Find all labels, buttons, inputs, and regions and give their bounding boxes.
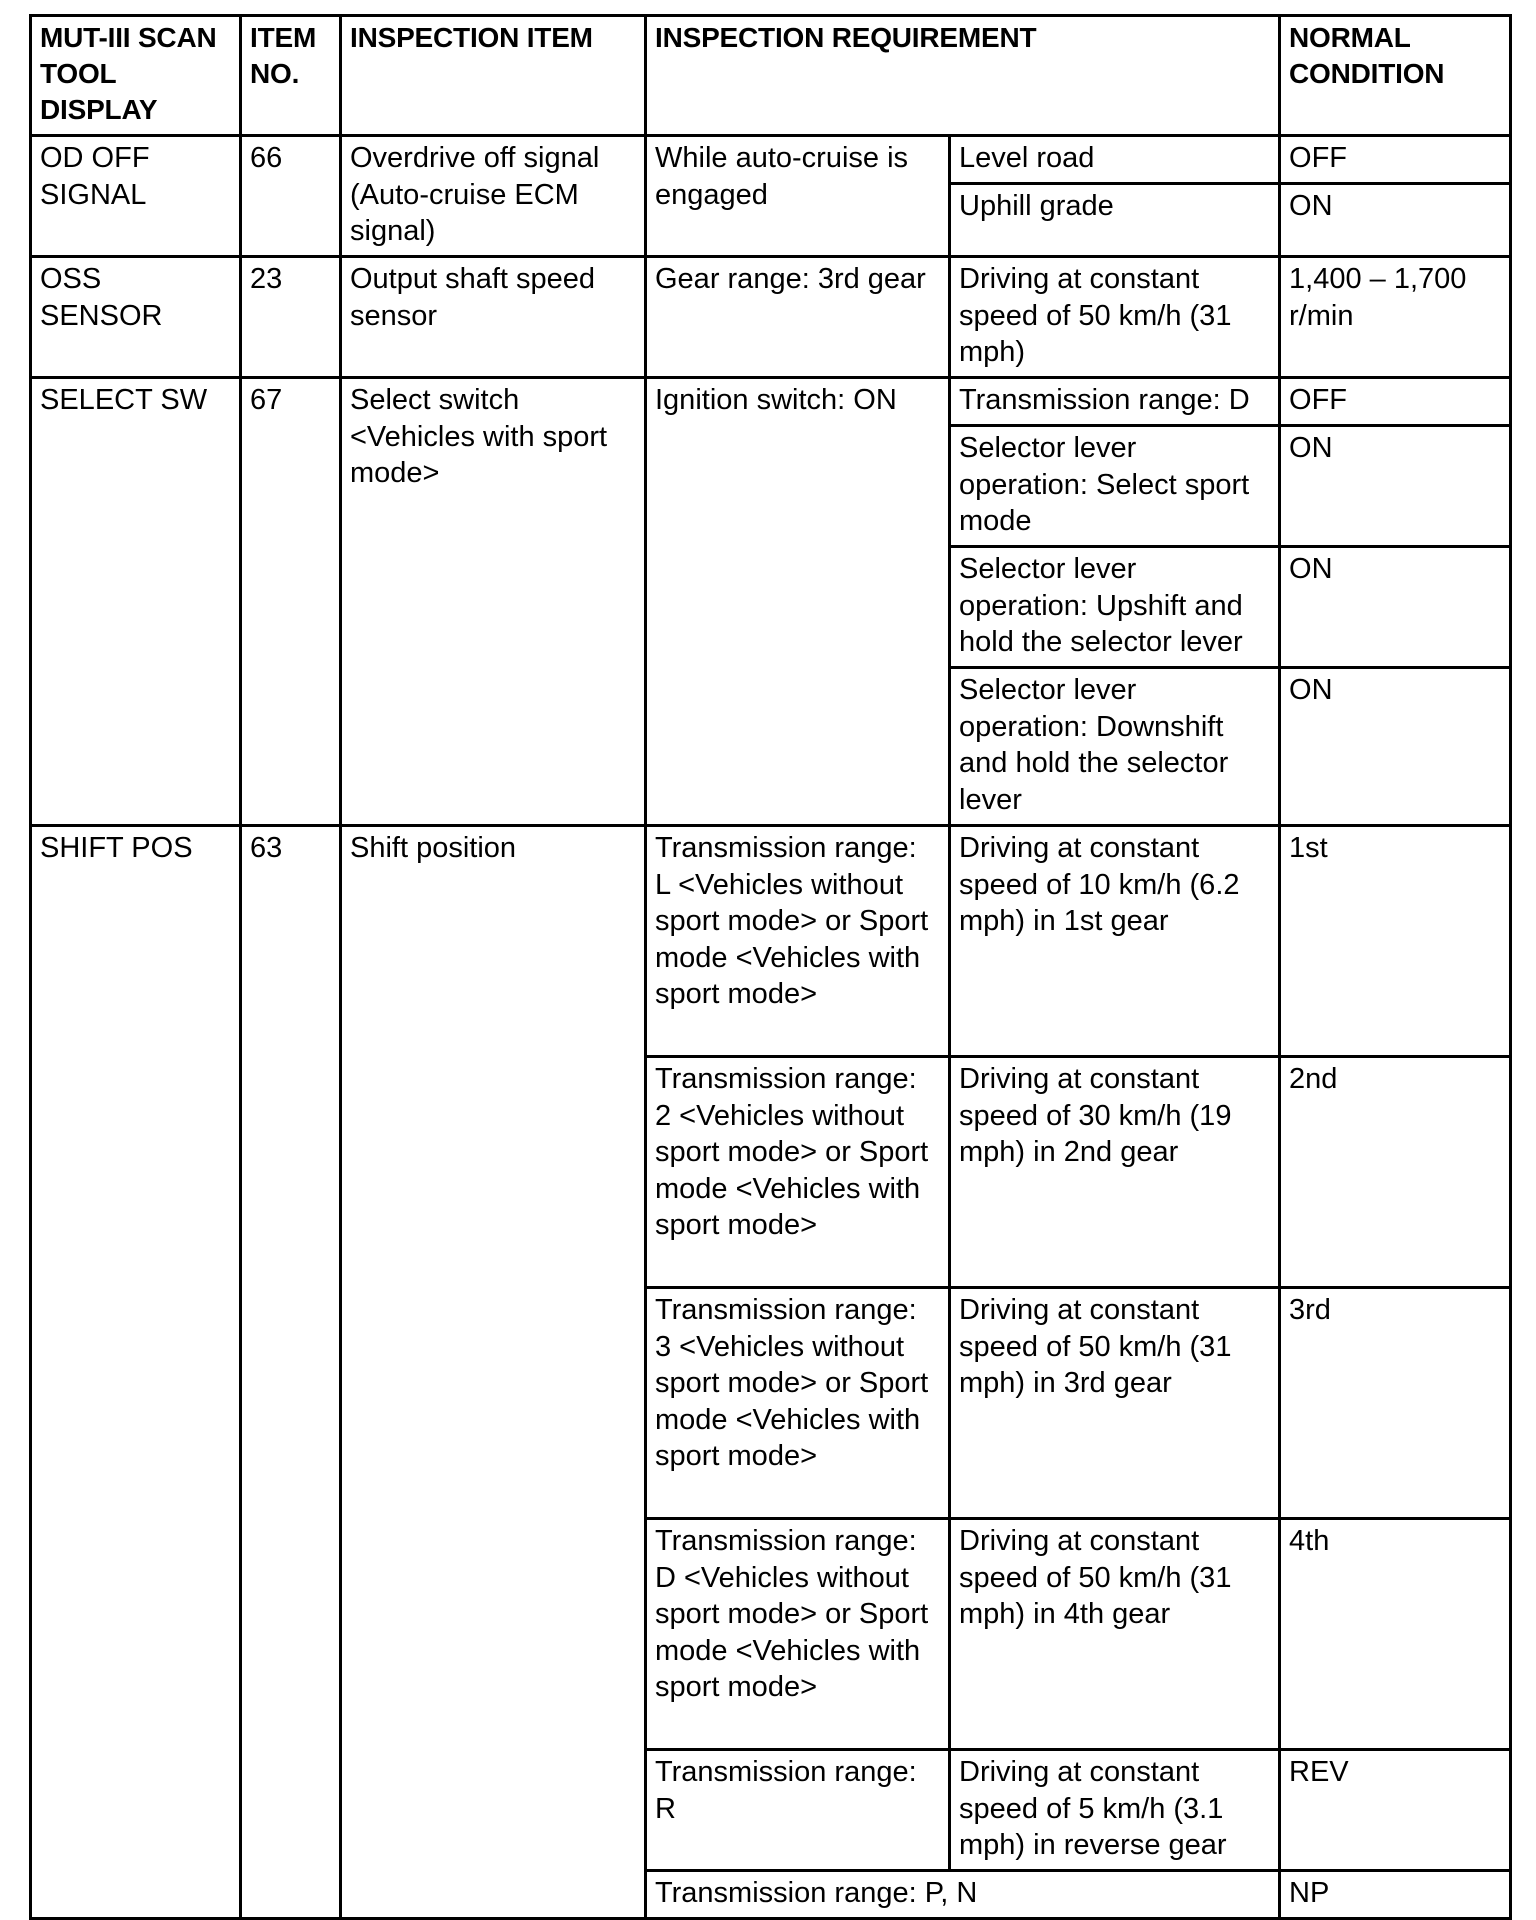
od-off-item: Overdrive off signal (Auto-cruise ECM signal)	[341, 136, 646, 257]
inspection-table-page	[29, 14, 1509, 1920]
shift-pos-display: SHIFT POS	[31, 826, 241, 1919]
shift-pos-normal-2: 2nd	[1280, 1057, 1511, 1288]
select-sw-normal-1: OFF	[1280, 378, 1511, 426]
select-sw-condition-4: Selector lever operation: Downshift and hold the selector lever	[950, 668, 1280, 826]
oss-requirement: Gear range: 3rd gear	[646, 257, 950, 378]
oss-item-no: 23	[241, 257, 341, 378]
table-row	[31, 136, 1511, 184]
shift-pos-item: Shift position	[341, 826, 646, 1919]
header-inspection-requirement: INSPECTION REQUIREMENT	[646, 16, 1280, 136]
shift-pos-requirement-6: Transmission range: P, N	[646, 1871, 1280, 1919]
select-sw-item: Select switch <Vehicles with sport mode>	[341, 378, 646, 826]
select-sw-normal-3: ON	[1280, 547, 1511, 668]
table-row	[31, 378, 1511, 426]
shift-pos-requirement-1: Transmission range: L <Vehicles without sport mode> or Sport mode <Vehicles with sport mode>	[646, 826, 950, 1057]
select-sw-normal-2: ON	[1280, 426, 1511, 547]
header-item-no: ITEM NO.	[241, 16, 341, 136]
od-off-normal-2: ON	[1280, 184, 1511, 257]
od-off-item-no: 66	[241, 136, 341, 257]
header-display: MUT-III SCAN TOOL DISPLAY	[31, 16, 241, 136]
od-off-condition-2: Uphill grade	[950, 184, 1280, 257]
select-sw-condition-2: Selector lever operation: Select sport mode	[950, 426, 1280, 547]
od-off-display: OD OFF SIGNAL	[31, 136, 241, 257]
select-sw-item-no: 67	[241, 378, 341, 826]
select-sw-normal-4: ON	[1280, 668, 1511, 826]
header-row	[31, 16, 1511, 136]
oss-display: OSS SENSOR	[31, 257, 241, 378]
od-off-requirement: While auto-cruise is engaged	[646, 136, 950, 257]
select-sw-display: SELECT SW	[31, 378, 241, 826]
shift-pos-condition-5: Driving at constant speed of 5 km/h (3.1 mph) in reverse gear	[950, 1750, 1280, 1871]
shift-pos-item-no: 63	[241, 826, 341, 1919]
header-normal-condition: NORMAL CONDITION	[1280, 16, 1511, 136]
header-inspection-item: INSPECTION ITEM	[341, 16, 646, 136]
shift-pos-normal-5: REV	[1280, 1750, 1511, 1871]
shift-pos-condition-4: Driving at constant speed of 50 km/h (31 mph) in 4th gear	[950, 1519, 1280, 1750]
od-off-condition-1: Level road	[950, 136, 1280, 184]
table-row	[31, 257, 1511, 378]
shift-pos-requirement-4: Transmission range: D <Vehicles without sport mode> or Sport mode <Vehicles with sport mode>	[646, 1519, 950, 1750]
inspection-table	[29, 14, 1512, 1920]
table-row	[31, 826, 1511, 1057]
shift-pos-normal-6: NP	[1280, 1871, 1511, 1919]
oss-item: Output shaft speed sensor	[341, 257, 646, 378]
shift-pos-requirement-5: Transmission range: R	[646, 1750, 950, 1871]
select-sw-condition-3: Selector lever operation: Upshift and hold the selector lever	[950, 547, 1280, 668]
od-off-normal-1: OFF	[1280, 136, 1511, 184]
shift-pos-normal-3: 3rd	[1280, 1288, 1511, 1519]
shift-pos-condition-1: Driving at constant speed of 10 km/h (6.2 mph) in 1st gear	[950, 826, 1280, 1057]
shift-pos-normal-1: 1st	[1280, 826, 1511, 1057]
select-sw-condition-1: Transmission range: D	[950, 378, 1280, 426]
oss-condition: Driving at constant speed of 50 km/h (31 mph)	[950, 257, 1280, 378]
oss-normal: 1,400 – 1,700 r/min	[1280, 257, 1511, 378]
shift-pos-requirement-3: Transmission range: 3 <Vehicles without sport mode> or Sport mode <Vehicles with sport mode>	[646, 1288, 950, 1519]
shift-pos-condition-2: Driving at constant speed of 30 km/h (19 mph) in 2nd gear	[950, 1057, 1280, 1288]
shift-pos-condition-3: Driving at constant speed of 50 km/h (31 mph) in 3rd gear	[950, 1288, 1280, 1519]
shift-pos-normal-4: 4th	[1280, 1519, 1511, 1750]
select-sw-requirement: Ignition switch: ON	[646, 378, 950, 826]
shift-pos-requirement-2: Transmission range: 2 <Vehicles without sport mode> or Sport mode <Vehicles with sport mode>	[646, 1057, 950, 1288]
